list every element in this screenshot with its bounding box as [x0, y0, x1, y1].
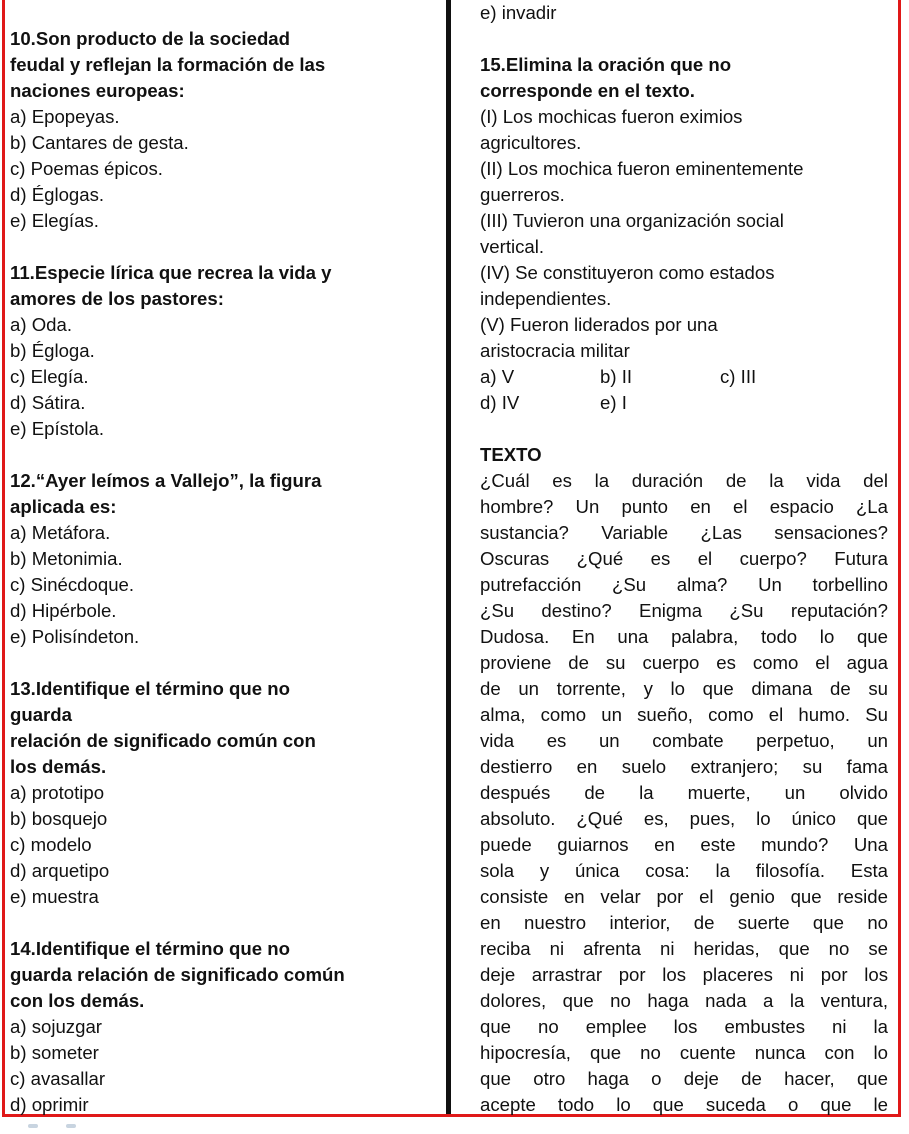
text-line: deje arrastrar por los placeres ni por los: [480, 964, 888, 985]
question-title: 13.Identifique el término que no: [10, 678, 290, 699]
text-line: ¿Su destino? Enigma ¿Su reputación?: [480, 600, 888, 621]
question-title: corresponde en el texto.: [480, 80, 695, 101]
left-column: [10, 26, 430, 1118]
question-title: aplicada es:: [10, 496, 117, 517]
question-title: relación de significado común con: [10, 730, 316, 751]
texto-section: [480, 442, 888, 1118]
answer-option: d) Églogas.: [10, 184, 105, 205]
answer-option: d) arquetipo: [10, 860, 110, 881]
answer-option: b) Cantares de gesta.: [10, 132, 189, 153]
question-title: feudal y reflejan la formación de las: [10, 54, 326, 75]
question-14: [10, 936, 430, 1118]
answer-option: d) IV: [480, 392, 520, 413]
text-line: putrefacción ¿Su alma? Un torbellino: [480, 574, 888, 595]
text-line: absoluto. ¿Qué es, pues, lo único que: [480, 808, 888, 829]
question-12: [10, 468, 430, 650]
text-line: en nuestro interior, de suerte que no: [480, 912, 888, 933]
text-line: Oscuras ¿Qué es el cuerpo? Futura: [480, 548, 888, 569]
answer-option: d) oprimir: [10, 1094, 89, 1115]
text-line: destierro en suelo extranjero; su fama: [480, 756, 888, 777]
question-title: con los demás.: [10, 990, 145, 1011]
text-line: sustancia? Variable ¿Las sensaciones?: [480, 522, 888, 543]
scan-smudge: [66, 1124, 76, 1128]
sentence-line: guerreros.: [480, 184, 565, 205]
text-line: reciba ni afrenta ni heridas, que no se: [480, 938, 888, 959]
question-title: 14.Identifique el término que no: [10, 938, 290, 959]
question-title: naciones europeas:: [10, 80, 185, 101]
answer-option: b) someter: [10, 1042, 99, 1063]
answer-option: e) Elegías.: [10, 210, 99, 231]
sentence-line: (IV) Se constituyeron como estados: [480, 262, 775, 283]
text-line: ¿Cuál es la duración de la vida del: [480, 470, 888, 491]
text-line: consiste en velar por el genio que reside: [480, 886, 888, 907]
text-line: vida es un combate perpetuo, un: [480, 730, 888, 751]
sentence-line: (III) Tuvieron una organización social: [480, 210, 784, 231]
sentence-line: aristocracia militar: [480, 340, 630, 361]
question-title: 12.“Ayer leímos a Vallejo”, la figura: [10, 470, 322, 491]
answer-option: c) Poemas épicos.: [10, 158, 163, 179]
answer-option: a) prototipo: [10, 782, 105, 803]
bottom-margin: [0, 1117, 909, 1134]
text-line: Dudosa. En una palabra, todo lo que: [480, 626, 888, 647]
question-title: 15.Elimina la oración que no: [480, 54, 732, 75]
answer-option: a) Oda.: [10, 314, 73, 335]
answer-option: b) bosquejo: [10, 808, 108, 829]
text-line: que otro haga o deje de hacer, que: [480, 1068, 888, 1089]
answer-option: b) II: [600, 366, 633, 387]
answer-option: c) III: [720, 366, 757, 387]
right-column: [480, 0, 888, 1118]
answer-option: e) invadir: [480, 2, 557, 23]
text-line: después de la muerte, un olvido: [480, 782, 888, 803]
question-10: [10, 26, 430, 234]
text-line: puede guiarnos en este mundo? Una: [480, 834, 888, 855]
sentence-line: (II) Los mochica fueron eminentemente: [480, 158, 804, 179]
question-15: [480, 52, 888, 416]
options-row: [480, 364, 888, 390]
question-title: 10.Son producto de la sociedad: [10, 28, 290, 49]
answer-option: e) muestra: [10, 886, 99, 907]
text-line: acepte todo lo que suceda o que le: [480, 1094, 888, 1115]
column-divider: [446, 0, 451, 1114]
text-line: sola y única cosa: la filosofía. Esta: [480, 860, 888, 881]
text-line: proviene de su cuerpo es como el agua: [480, 652, 888, 673]
answer-option: d) Hipérbole.: [10, 600, 117, 621]
text-line: dolores, que no haga nada a la ventura,: [480, 990, 888, 1011]
answer-option: c) Sinécdoque.: [10, 574, 135, 595]
sentence-line: independientes.: [480, 288, 612, 309]
sentence-line: (V) Fueron liderados por una: [480, 314, 718, 335]
answer-option: a) Epopeyas.: [10, 106, 120, 127]
question-title: guarda: [10, 704, 72, 725]
sentence-line: (I) Los mochicas fueron eximios: [480, 106, 743, 127]
question-title: 11.Especie lírica que recrea la vida y: [10, 262, 332, 283]
text-line: hombre? Un punto en el espacio ¿La: [480, 496, 888, 517]
sentence-line: agricultores.: [480, 132, 582, 153]
answer-option: a) V: [480, 366, 515, 387]
answer-option: d) Sátira.: [10, 392, 86, 413]
text-line: hipocresía, que no cuente nunca con lo: [480, 1042, 888, 1063]
question-title: guarda relación de significado común: [10, 964, 345, 985]
answer-option: a) sojuzgar: [10, 1016, 102, 1037]
answer-option: e) Epístola.: [10, 418, 105, 439]
text-line: de un torrente, y lo que dimana de su: [480, 678, 888, 699]
text-line: que no emplee los embustes ni la: [480, 1016, 888, 1037]
answer-option: c) Elegía.: [10, 366, 89, 387]
answer-option: e) I: [600, 392, 627, 413]
question-11: [10, 260, 430, 442]
options-row: [480, 390, 888, 416]
answer-option: a) Metáfora.: [10, 522, 111, 543]
scan-smudge: [28, 1124, 38, 1128]
answer-option: e) Polisíndeton.: [10, 626, 140, 647]
answer-option: c) avasallar: [10, 1068, 106, 1089]
question-title: amores de los pastores:: [10, 288, 224, 309]
answer-option: b) Metonimia.: [10, 548, 123, 569]
text-line: alma, como un sueño, como el humo. Su: [480, 704, 888, 725]
question-title: los demás.: [10, 756, 107, 777]
answer-option: b) Égloga.: [10, 340, 95, 361]
answer-option: c) modelo: [10, 834, 92, 855]
sentence-line: vertical.: [480, 236, 545, 257]
section-heading: TEXTO: [480, 444, 542, 465]
question-13: [10, 676, 430, 910]
